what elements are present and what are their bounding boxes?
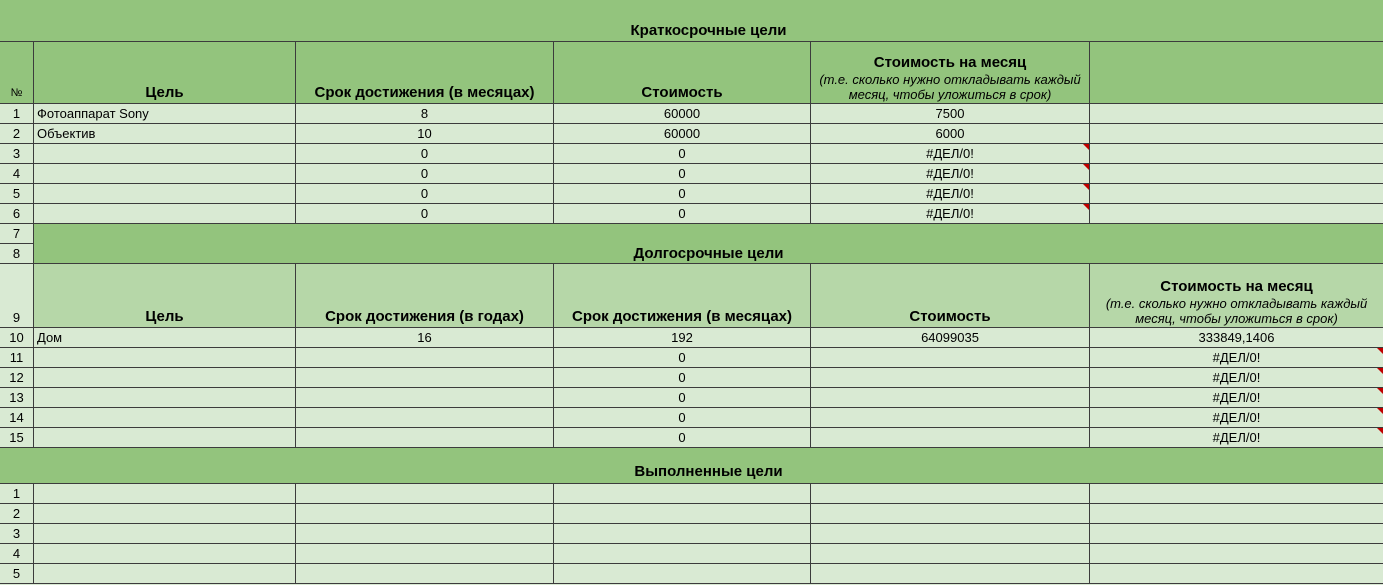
- term-cell[interactable]: [296, 564, 554, 584]
- row-number[interactable]: 3: [0, 524, 34, 544]
- goal-cell[interactable]: [34, 164, 296, 184]
- lt-header-term-months-label: Срок достижения (в месяцах): [571, 308, 792, 325]
- term-cell[interactable]: 0: [296, 184, 554, 204]
- monthly-cell[interactable]: [811, 564, 1090, 584]
- table-row: [0, 328, 1383, 348]
- goal-cell[interactable]: [34, 368, 296, 388]
- row-number[interactable]: 10: [0, 328, 34, 348]
- monthly-cell[interactable]: #ДЕЛ/0!: [811, 164, 1090, 184]
- row-number[interactable]: 2: [0, 124, 34, 144]
- empty-cell[interactable]: [1090, 184, 1383, 204]
- table-row: [0, 524, 1383, 544]
- table-row: [0, 504, 1383, 524]
- lt-header-term-years-label: Срок достижения (в годах): [325, 308, 524, 325]
- term-years-cell[interactable]: [296, 368, 554, 388]
- completed-title-band: [0, 448, 1383, 484]
- table-row: [0, 428, 1383, 448]
- row-number[interactable]: 4: [0, 544, 34, 564]
- spacer-cell[interactable]: [34, 224, 1383, 244]
- term-cell[interactable]: [296, 504, 554, 524]
- cost-cell[interactable]: [811, 368, 1090, 388]
- cost-cell[interactable]: [554, 504, 811, 524]
- goal-cell[interactable]: [34, 348, 296, 368]
- cost-cell[interactable]: [554, 564, 811, 584]
- table-row: [0, 544, 1383, 564]
- table-row: [0, 144, 1383, 164]
- short-term-header-row: [0, 42, 1383, 104]
- number-sign: №: [10, 87, 23, 99]
- goal-cell[interactable]: Дом: [34, 328, 296, 348]
- row-number[interactable]: 5: [0, 564, 34, 584]
- empty-cell[interactable]: [1090, 124, 1383, 144]
- goal-cell[interactable]: [34, 564, 296, 584]
- table-row: [0, 348, 1383, 368]
- monthly-cell[interactable]: #ДЕЛ/0!: [811, 204, 1090, 224]
- empty-cell[interactable]: [1090, 164, 1383, 184]
- monthly-cell[interactable]: #ДЕЛ/0!: [811, 184, 1090, 204]
- long-term-title: Долгосрочные цели: [633, 245, 784, 262]
- header-cost-label: Стоимость: [641, 84, 723, 101]
- table-row: [0, 484, 1383, 504]
- row-number[interactable]: 15: [0, 428, 34, 448]
- term-cell[interactable]: 10: [296, 124, 554, 144]
- row-number[interactable]: 1: [0, 484, 34, 504]
- header-term-months-label: Срок достижения (в месяцах): [314, 84, 535, 101]
- row-number[interactable]: 1: [0, 104, 34, 124]
- monthly-cell[interactable]: #ДЕЛ/0!: [1090, 408, 1383, 428]
- header-monthly-note: (т.е. сколько нужно откладывать каждый месяц, чтобы уложиться в срок): [819, 72, 1081, 102]
- goal-cell[interactable]: [34, 544, 296, 564]
- lt-header-term-years[interactable]: [296, 264, 554, 328]
- term-cell[interactable]: 0: [296, 144, 554, 164]
- header-cost[interactable]: [554, 42, 811, 104]
- lt-header-cost-label: Стоимость: [909, 308, 991, 325]
- row-number[interactable]: 3: [0, 144, 34, 164]
- table-row: [0, 408, 1383, 428]
- goal-cell[interactable]: [34, 204, 296, 224]
- monthly-cell[interactable]: #ДЕЛ/0!: [1090, 388, 1383, 408]
- empty-cell[interactable]: [1090, 544, 1383, 564]
- row-number[interactable]: 12: [0, 368, 34, 388]
- lt-header-monthly-note: (т.е. сколько нужно откладывать каждый месяц, чтобы уложиться в срок): [1105, 296, 1368, 326]
- monthly-cell[interactable]: [811, 504, 1090, 524]
- row-number[interactable]: 13: [0, 388, 34, 408]
- row-number[interactable]: 6: [0, 204, 34, 224]
- monthly-cell[interactable]: [811, 544, 1090, 564]
- term-cell[interactable]: 0: [296, 164, 554, 184]
- row-number[interactable]: 8: [0, 244, 34, 264]
- cost-cell[interactable]: 0: [554, 204, 811, 224]
- term-months-cell[interactable]: 0: [554, 388, 811, 408]
- monthly-cell[interactable]: [811, 484, 1090, 504]
- table-row: [0, 224, 1383, 244]
- row-number[interactable]: 7: [0, 224, 34, 244]
- row-number[interactable]: 2: [0, 504, 34, 524]
- cost-cell[interactable]: [554, 524, 811, 544]
- term-months-cell[interactable]: 0: [554, 428, 811, 448]
- goal-cell[interactable]: [34, 484, 296, 504]
- empty-cell[interactable]: [1090, 564, 1383, 584]
- term-years-cell[interactable]: [296, 428, 554, 448]
- row-number[interactable]: 4: [0, 164, 34, 184]
- long-term-title-row: [0, 244, 1383, 264]
- lt-header-cost[interactable]: [811, 264, 1090, 328]
- lt-header-term-months[interactable]: [554, 264, 811, 328]
- table-row: [0, 184, 1383, 204]
- cost-cell[interactable]: [811, 388, 1090, 408]
- cost-cell[interactable]: 0: [554, 144, 811, 164]
- empty-cell[interactable]: [1090, 504, 1383, 524]
- term-months-cell[interactable]: 0: [554, 368, 811, 388]
- header-empty[interactable]: [1090, 42, 1383, 104]
- cost-cell[interactable]: [811, 348, 1090, 368]
- goal-cell[interactable]: [34, 184, 296, 204]
- cost-cell[interactable]: 0: [554, 164, 811, 184]
- goal-cell[interactable]: Фотоаппарат Sony: [34, 104, 296, 124]
- row-number[interactable]: 5: [0, 184, 34, 204]
- table-row: [0, 388, 1383, 408]
- row-number[interactable]: [0, 264, 34, 328]
- empty-cell[interactable]: [1090, 144, 1383, 164]
- long-term-header-row: [0, 264, 1383, 328]
- goal-cell[interactable]: [34, 428, 296, 448]
- monthly-cell[interactable]: [811, 524, 1090, 544]
- term-years-cell[interactable]: [296, 348, 554, 368]
- cost-cell[interactable]: 60000: [554, 104, 811, 124]
- row-number-label: 9: [12, 310, 21, 325]
- long-term-title-cell: [34, 244, 1383, 264]
- lt-header-monthly-label: Стоимость на месяц: [1160, 278, 1313, 295]
- row-number-header: [0, 42, 34, 104]
- cost-cell[interactable]: [554, 484, 811, 504]
- completed-title: Выполненные цели: [634, 463, 783, 480]
- table-row: [0, 204, 1383, 224]
- goal-cell[interactable]: [34, 504, 296, 524]
- lt-header-goal-label: Цель: [145, 308, 184, 325]
- empty-cell[interactable]: [1090, 524, 1383, 544]
- monthly-cell[interactable]: #ДЕЛ/0!: [811, 144, 1090, 164]
- cost-cell[interactable]: [811, 408, 1090, 428]
- header-goal[interactable]: [34, 42, 296, 104]
- header-term-months[interactable]: [296, 42, 554, 104]
- table-row: [0, 564, 1383, 584]
- row-number[interactable]: 11: [0, 348, 34, 368]
- lt-header-goal[interactable]: [34, 264, 296, 328]
- term-months-cell[interactable]: 0: [554, 348, 811, 368]
- term-months-cell[interactable]: 192: [554, 328, 811, 348]
- row-number[interactable]: 14: [0, 408, 34, 428]
- table-row: [0, 164, 1383, 184]
- goal-cell[interactable]: [34, 388, 296, 408]
- monthly-cell[interactable]: 333849,1406: [1090, 328, 1383, 348]
- header-goal-label: Цель: [145, 84, 184, 101]
- table-row: [0, 104, 1383, 124]
- header-monthly[interactable]: [811, 42, 1090, 104]
- monthly-cell[interactable]: 7500: [811, 104, 1090, 124]
- short-term-title-band: [0, 0, 1383, 42]
- term-years-cell[interactable]: [296, 388, 554, 408]
- table-row: [0, 368, 1383, 388]
- empty-cell[interactable]: [1090, 204, 1383, 224]
- cost-cell[interactable]: 60000: [554, 124, 811, 144]
- monthly-cell[interactable]: #ДЕЛ/0!: [1090, 348, 1383, 368]
- term-cell[interactable]: 0: [296, 204, 554, 224]
- goal-cell[interactable]: [34, 524, 296, 544]
- term-cell[interactable]: [296, 524, 554, 544]
- monthly-cell[interactable]: #ДЕЛ/0!: [1090, 368, 1383, 388]
- term-months-cell[interactable]: 0: [554, 408, 811, 428]
- empty-cell[interactable]: [1090, 484, 1383, 504]
- monthly-cell[interactable]: 6000: [811, 124, 1090, 144]
- table-row: [0, 124, 1383, 144]
- header-monthly-label: Стоимость на месяц: [873, 54, 1027, 71]
- term-cell[interactable]: [296, 544, 554, 564]
- cost-cell[interactable]: [811, 428, 1090, 448]
- goal-cell[interactable]: Объектив: [34, 124, 296, 144]
- term-cell[interactable]: [296, 484, 554, 504]
- term-years-cell[interactable]: [296, 408, 554, 428]
- empty-cell[interactable]: [1090, 104, 1383, 124]
- cost-cell[interactable]: 64099035: [811, 328, 1090, 348]
- goal-cell[interactable]: [34, 408, 296, 428]
- monthly-cell[interactable]: #ДЕЛ/0!: [1090, 428, 1383, 448]
- term-cell[interactable]: 8: [296, 104, 554, 124]
- short-term-title: Краткосрочные цели: [630, 22, 787, 39]
- cost-cell[interactable]: [554, 544, 811, 564]
- lt-header-monthly[interactable]: [1090, 264, 1383, 328]
- term-years-cell[interactable]: 16: [296, 328, 554, 348]
- goal-cell[interactable]: [34, 144, 296, 164]
- cost-cell[interactable]: 0: [554, 184, 811, 204]
